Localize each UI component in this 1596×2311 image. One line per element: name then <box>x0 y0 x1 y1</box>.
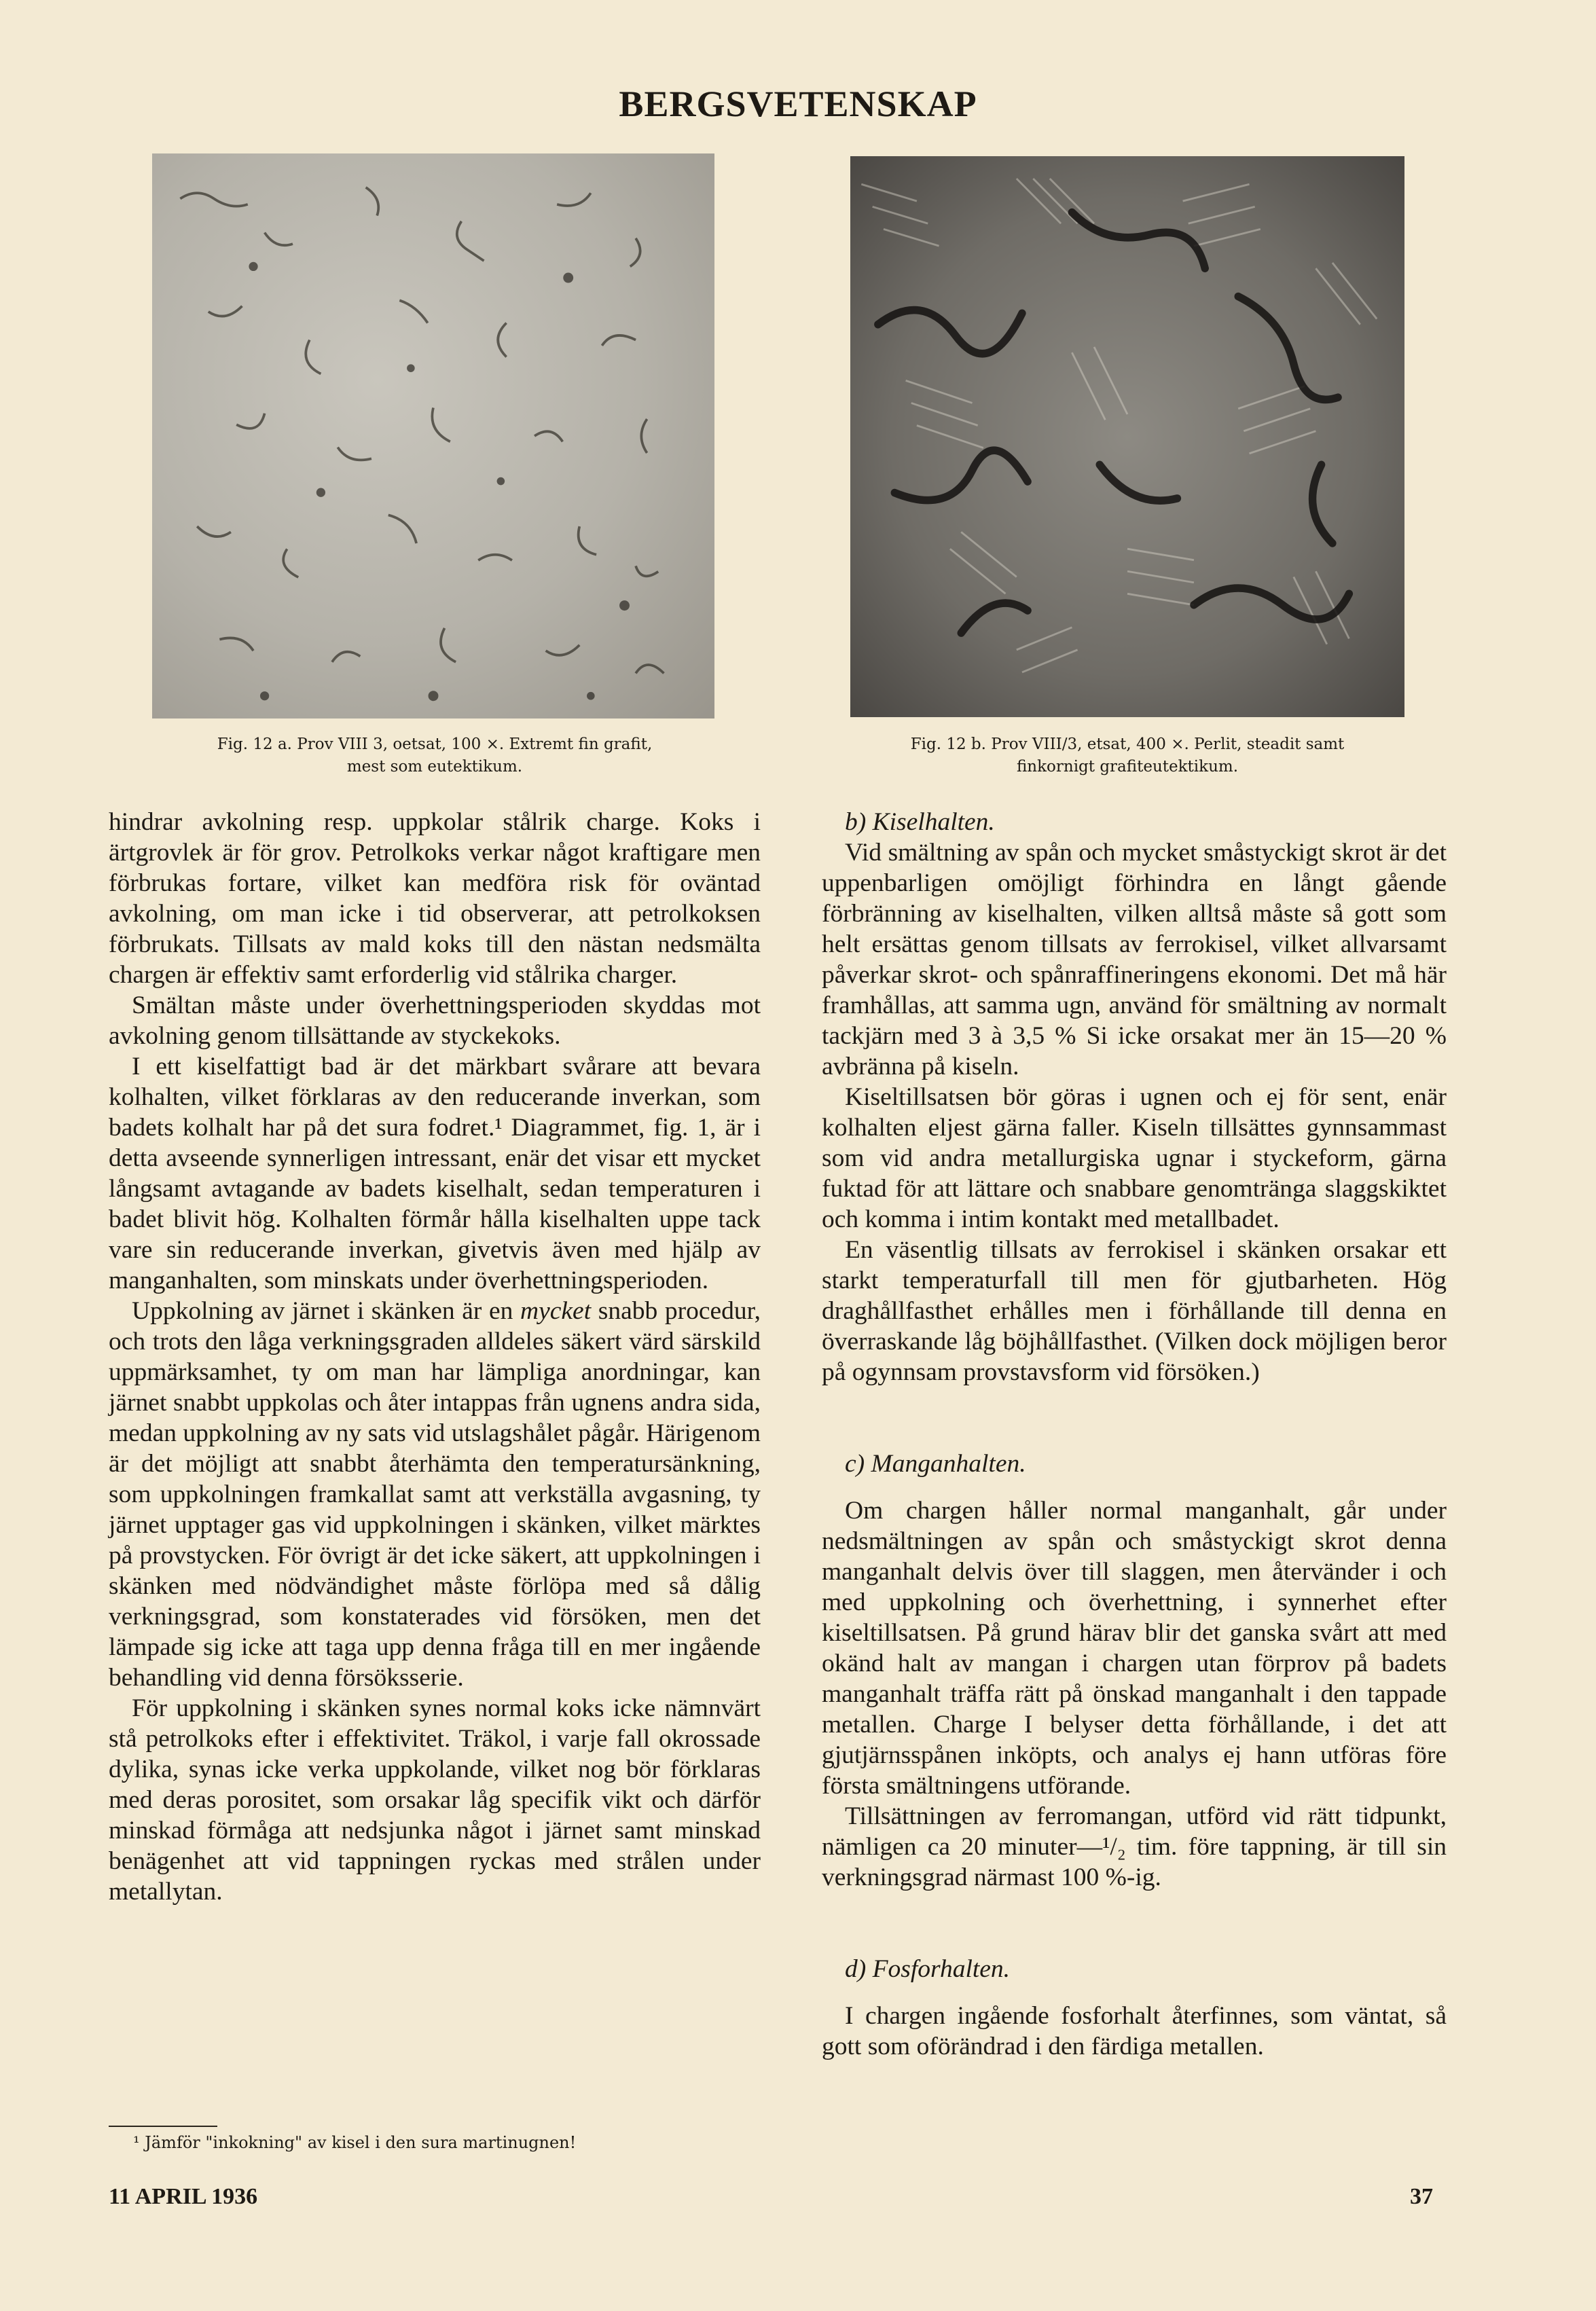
left-paragraph-5: För uppkolning i skänken synes normal koks icke nämnvärt stå petrolkoks efter i effektivitet. Träkol, i varje fall okrossade dylika, synas icke verka uppkolande, vilket nog bör förklaras med deras porositet, som orsakar låg specifik vikt och därför minskad förmåga att nedsjunka något i järnet samt minskad benägenhet att vid tappningen ryckas med strålen under metallytan. <box>109 1694 761 1906</box>
micrograph-12a <box>152 153 714 718</box>
left-paragraph-3: I ett kiselfattigt bad är det märkbart svårare att bevara kolhalten, vilket förklaras av den reducerande inverkan, som badets kolhalt har på det sura fodret.¹ Diagrammet, fig. 1, är i detta avseende synnerligen intressant, enär det visar ett mycket långsamt avtagande av badets kiselhalt, sedan temperaturen i badet blivit hög. Kolhalten förmår hålla kiselhalten uppe tack vare sin reducerande inverkan, givetvis även med hjälp av manganhalten, som minskats under överhettningsperioden. <box>109 1053 761 1294</box>
issue-date: 11 APRIL 1936 <box>109 2184 258 2209</box>
running-header: BERGSVETENSKAP <box>619 84 977 124</box>
footnote-divider <box>109 2126 217 2127</box>
micrograph-12a-texture <box>152 153 714 718</box>
kisel-paragraph-3: En väsentlig tillsats av ferrokisel i skänken orsakar ett starkt temperaturfall till men för gjutbarheten. Hög draghållfasthet erhålles men i förhållande till denna en överraskande låg böjhållfasthet. (Vilken dock möjligen beror på ogynnsam provstavsform vid försöken.) <box>822 1236 1447 1386</box>
heading-kiselhalten: b) Kiselhalten. <box>845 808 995 836</box>
emphasis-mycket: mycket <box>520 1297 592 1325</box>
footnote: ¹ Jämför "inkokning" av kisel i den sura martinugnen! <box>133 2133 577 2152</box>
micrograph-12b <box>850 156 1404 717</box>
left-paragraph-4-end: snabb procedur, och trots den låga verkningsgraden alldeles säkert värd särskild uppmärksamhet, ty om man har lämpliga anordningar, kan järnet snabbt uppkolas och åter intappas från ugnens andra sida, medan uppkolning av ny sats vid utslagshålet pågår. Härigenom är det möjligt att snabbt återhämta den temperatursänkning, som uppkolningen framkallat samt att verkställa avgasning, ty järnet upptager gas vid uppkolningen i skänken, vilket märktes på provstycken. För övrigt är det icke säkert, att uppkolningen i skänken med nödvändighet måste förlöpa med så dålig verkningsgrad, som konstaterades vid försöken, men det lämpade sig icke att taga upp denna fråga till en mer ingående behandling vid denna försöksserie. <box>109 1297 761 1692</box>
left-column <box>109 807 761 1907</box>
right-column <box>822 807 1447 2062</box>
figure-12a-caption-line1: Fig. 12 a. Prov VIII 3, oetsat, 100 ×. Extremt fin grafit, <box>217 735 653 753</box>
section-gap <box>822 1893 1447 1954</box>
kisel-paragraph-1: Vid smältning av spån och mycket småstyckigt skrot är det uppenbarligen omöjligt förhindra en långt gående förbränning av kiselhalten, vilken alltså måste så gott som helt ersättas genom tillsats av ferrokisel, vilket allvarsamt påverkar skrot- och spånraffineringens ekonomi. Det må här framhållas, att samma ugn, använd för smältning av normalt tackjärn med 3 à 3,5 % Si icke orsakat mer än 15—20 % avbränna på kiseln. <box>822 839 1447 1080</box>
section-gap-small <box>822 1984 1447 2001</box>
page-number: 37 <box>1410 2184 1433 2209</box>
mangan-paragraph-2: Tillsättningen av ferromangan, utförd vid rätt tidpunkt, nämligen ca 20 minuter—¹/₂ tim. före tappning, är till sin verkningsgrad närmast 100 %-ig. <box>822 1802 1447 1891</box>
left-paragraph-2: Smältan måste under överhettningsperioden skyddas mot avkolning genom tillsättande av styckekoks. <box>109 991 761 1050</box>
kisel-paragraph-2: Kiseltillsatsen bör göras i ugnen och ej för sent, enär kolhalten eljest gärna faller. Kiseln tillsättes gynnsammast som vid andra metallurgiska ugnar i styckeform, gärna fuktad för att lättare och snabbare genomtränga slaggskiktet och komma i intim kontakt med metallbadet. <box>822 1083 1447 1233</box>
heading-fosforhalten: d) Fosforhalten. <box>845 1955 1011 1983</box>
left-paragraph-1: hindrar avkolning resp. uppkolar stålrik charge. Koks i ärtgrovlek är för grov. Petrolkoks verkar något kraftigare men förbrukas fortare, vilket kan medföra risk för oväntad avkolning, om man icke i tid observerar, att petrolkoksen förbrukats. Tillsats av mald koks till den nästan nedsmälta chargen är effektiv samt erforderlig vid stålrika charger. <box>109 808 761 989</box>
figure-12a-caption <box>115 733 754 778</box>
figure-12b-caption-line2: finkornigt grafiteutektikum. <box>1016 758 1239 776</box>
section-gap <box>822 1387 1447 1449</box>
section-gap-small <box>822 1479 1447 1495</box>
mangan-paragraph-1: Om chargen håller normal manganhalt, går under nedsmältningen av spån och småstyckigt skrot denna manganhalt delvis över till slaggen, men återvänder i och med uppkolning och överhettning, i synnerhet efter kiseltillsatsen. På grund härav blir det ganska svårt att med okänd halt av mangan i chargen utan förprov på badets manganhalt träffa rätt på önskad manganhalt i den tappade metallen. Charge I belyser detta förhållande, i det att gjutjärnsspånen inköpts, och analys ej hann utföras före första smältningens utförande. <box>822 1497 1447 1800</box>
left-paragraph-4-start: Uppkolning av järnet i skänken är en <box>132 1297 521 1325</box>
heading-manganhalten: c) Manganhalten. <box>845 1450 1026 1478</box>
left-paragraph-4 <box>109 1296 761 1693</box>
figure-12a-caption-line2: mest som eutektikum. <box>346 758 523 776</box>
figure-12b-caption-line1: Fig. 12 b. Prov VIII/3, etsat, 400 ×. Perlit, steadit samt <box>910 735 1345 753</box>
micrograph-12b-texture <box>850 156 1404 717</box>
figure-12b-caption <box>822 733 1433 778</box>
fosfor-paragraph-1: I chargen ingående fosforhalt återfinnes, som väntat, så gott som oförändrad i den färdiga metallen. <box>822 2002 1447 2060</box>
